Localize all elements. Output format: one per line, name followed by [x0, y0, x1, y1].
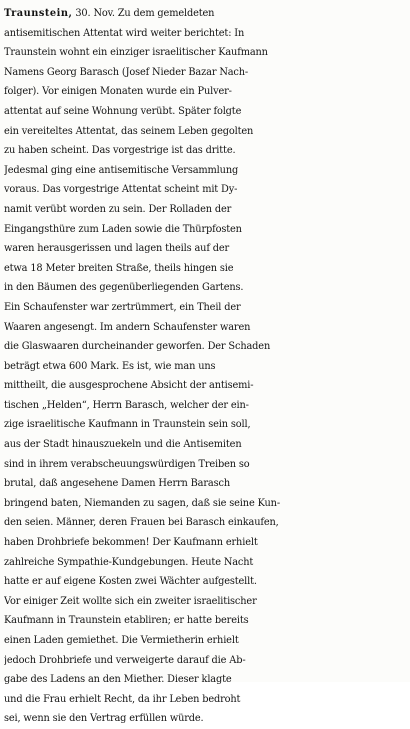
article-line-17: Waaren angesengt. Im andern Schaufenster waren	[4, 321, 251, 333]
article-line-1-text: Zu dem gemeldeten	[117, 8, 215, 19]
article-line-5: folger). Vor einigen Monaten wurde ein Pulver-	[4, 86, 232, 98]
article-body	[4, 4, 406, 729]
article-line-18: die Glaswaaren durcheinander geworfen. Der Schaden	[4, 341, 271, 353]
article-line-4: Namens Georg Barasch (Josef Nieder Bazar Nach-	[4, 66, 249, 78]
article-line-15: in den Bäumen des gegenüberliegenden Gartens.	[4, 282, 244, 294]
article-line-6: attentat auf seine Wohnung verübt. Später folgte	[4, 105, 242, 117]
article-line-32: Kaufmann in Traunstein etabliren; er hatte bereits	[4, 615, 249, 627]
article-line-3: Traunstein wohnt ein einziger israelitischer Kaufmann	[4, 47, 268, 59]
article-line-1	[4, 4, 406, 24]
article-line-11: namit verübt worden zu sein. Der Rolladen der	[4, 203, 232, 215]
article-line-27: den seien. Männer, deren Frauen bei Barasch einkaufen,	[4, 517, 279, 529]
article-line-2: antisemitischen Attentat wird weiter berichtet: In	[4, 27, 245, 39]
article-line-10: voraus. Das vorgestrige Attentat scheint mit Dy-	[4, 184, 238, 196]
article-line-13: waren herausgerissen und lagen theils auf der	[4, 243, 230, 255]
article-line-29: zahlreiche Sympathie-Kundgebungen. Heute Nacht	[4, 556, 254, 568]
article-line-8: zu haben scheint. Das vorgestrige ist das dritte.	[4, 145, 236, 157]
article-line-9: Jedesmal ging eine antisemitische Versammlung	[4, 164, 239, 176]
article-date: 30. Nov.	[75, 8, 115, 19]
article-line-25: brutal, daß angesehene Damen Herrn Barasch	[4, 478, 230, 490]
article-line-36: und die Frau erhielt Recht, da ihr Leben bedroht	[4, 693, 241, 705]
article-line-31: Vor einiger Zeit wollte sich ein zweiter israelitischer	[4, 595, 257, 607]
article-line-21: tischen „Helden“, Herrn Barasch, welcher der ein-	[4, 399, 249, 411]
article-line-26: bringend baten, Niemanden zu sagen, daß sie seine Kun-	[4, 497, 281, 509]
article-line-23: aus der Stadt hinauszuekeln und die Antisemiten	[4, 439, 242, 451]
article-line-16: Ein Schaufenster war zertrümmert, ein Theil der	[4, 301, 241, 313]
article-line-14: etwa 18 Meter breiten Straße, theils hingen sie	[4, 262, 234, 274]
article-line-34: jedoch Drohbriefe und verweigerte darauf die Ab-	[4, 654, 246, 666]
article-line-28: haben Drohbriefe bekommen! Der Kaufmann erhielt	[4, 537, 258, 549]
article-line-22: zige israelitische Kaufmann in Traunstein sein soll,	[4, 419, 251, 431]
dateline: Traunstein,	[4, 8, 73, 19]
article-line-33: einen Laden gemiethet. Die Vermietherin erhielt	[4, 635, 239, 646]
article-line-12: Eingangsthüre zum Laden sowie die Thürpfosten	[4, 223, 242, 235]
article-line-20: mittheilt, die ausgesprochene Absicht der antisemi-	[4, 380, 254, 392]
article-line-7: ein vereiteltes Attentat, das seinem Leben gegolten	[4, 125, 254, 137]
article-line-37: sei, wenn sie den Vertrag erfüllen würde.	[4, 713, 204, 725]
article-line-19: beträgt etwa 600 Mark. Es ist, wie man uns	[4, 360, 216, 372]
article-line-35: gabe des Ladens an den Miether. Dieser klagte	[4, 674, 232, 686]
article-line-24: sind in ihrem verabscheuungswürdigen Treiben so	[4, 458, 250, 470]
article-line-30: hatte er auf eigene Kosten zwei Wächter aufgestellt.	[4, 576, 257, 588]
